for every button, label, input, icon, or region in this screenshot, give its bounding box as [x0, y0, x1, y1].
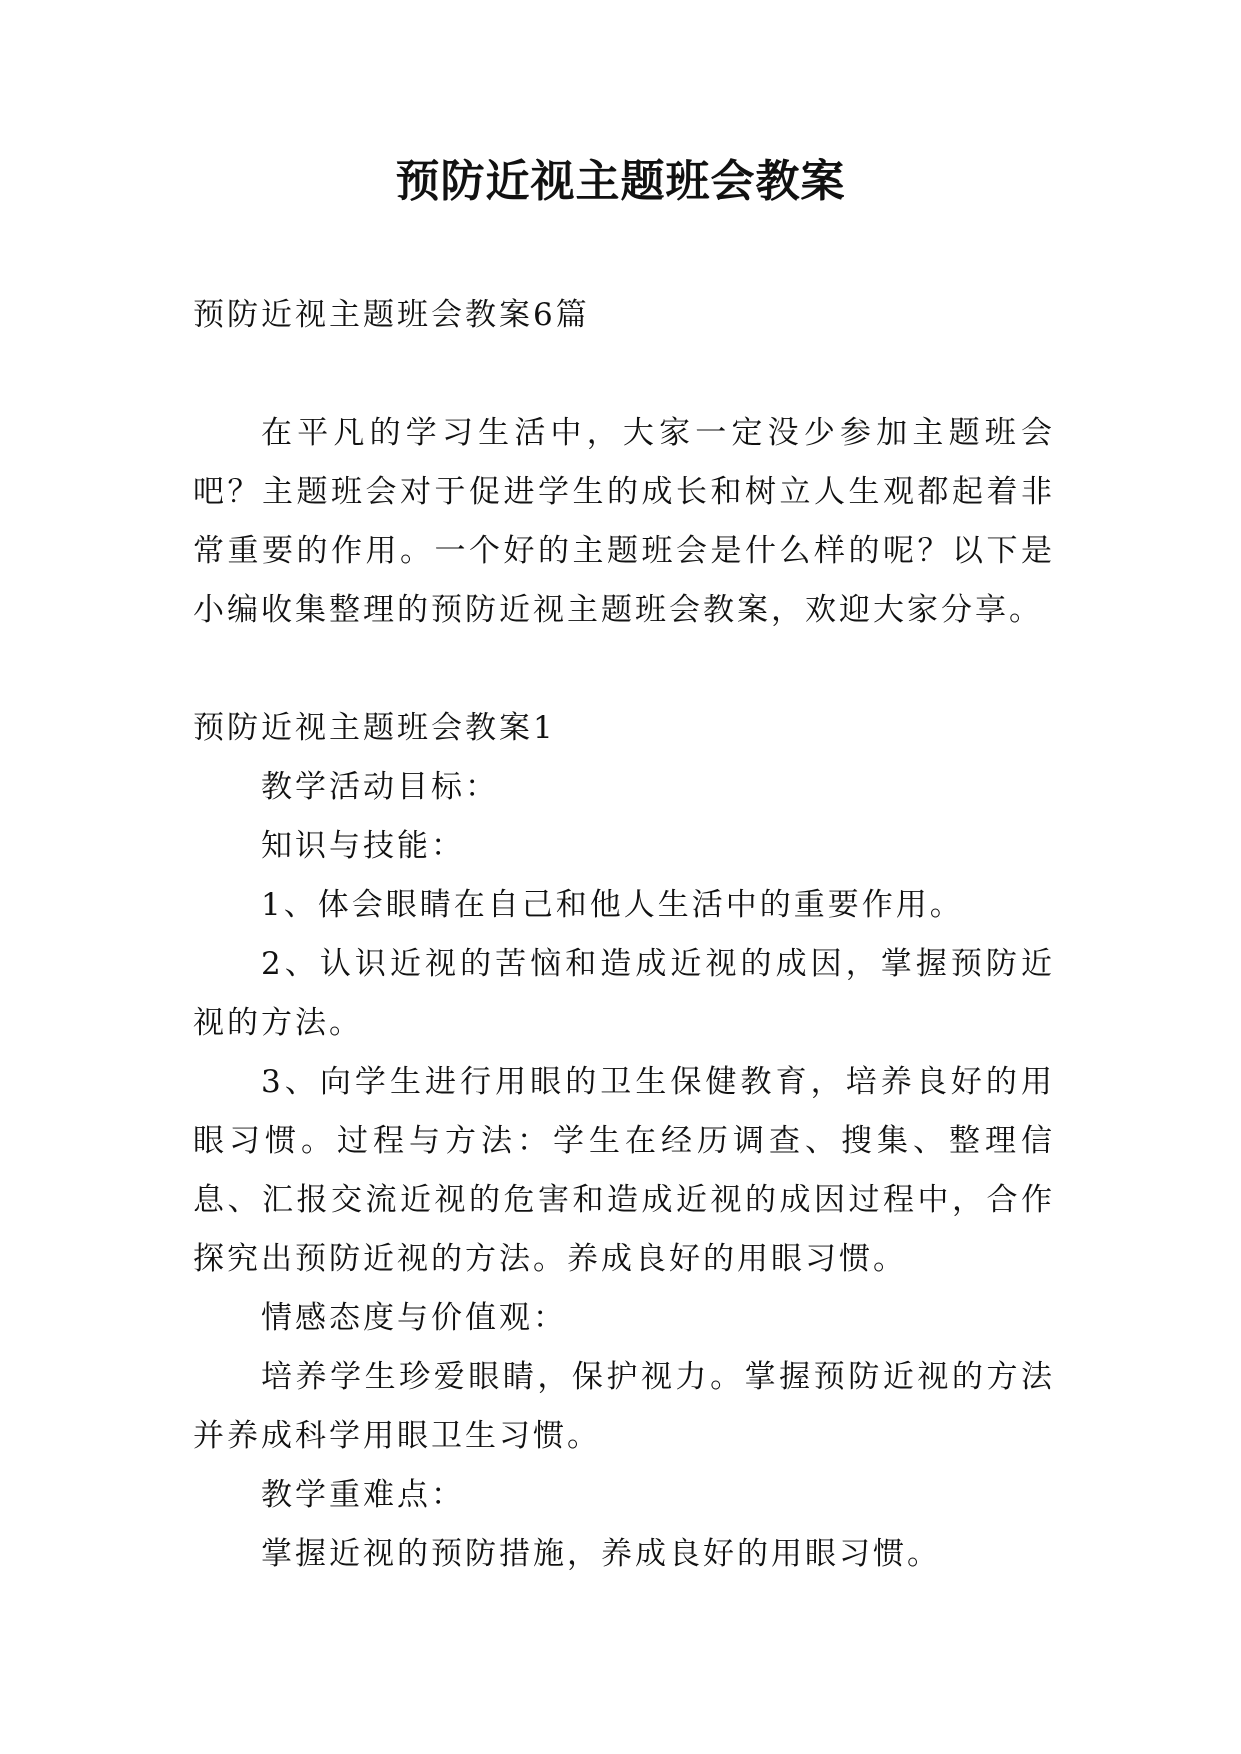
knowledge-heading: 知识与技能： — [261, 828, 465, 864]
intro-paragraph: 在平凡的学习生活中，大家一定没少参加主题班会吧？主题班会对于促进学生的成长和树立人生观都起着非常重要的作用。一个好的主题班会是什么样的呢？以下是小编收集整理的预防近视主题班会教案，欢迎大家分享。 — [193, 415, 1055, 628]
goal-heading: 教学活动目标： — [261, 769, 499, 805]
document-subtitle: 预防近视主题班会教案6篇 — [193, 297, 590, 333]
goal-item-2: 2、认识近视的苦恼和造成近视的成因，掌握预防近视的方法。 — [193, 946, 1055, 1041]
emotion-heading: 情感态度与价值观： — [261, 1300, 567, 1336]
document-title: 预防近视主题班会教案 — [395, 156, 846, 207]
goal-item-3: 3、向学生进行用眼的卫生保健教育，培养良好的用眼习惯。过程与方法：学生在经历调查、搜集、整理信息、汇报交流近视的危害和造成近视的成因过程中，合作探究出预防近视的方法。养成良好的用眼习惯。 — [193, 1064, 1055, 1277]
section-heading: 预防近视主题班会教案1 — [193, 710, 556, 746]
emotion-paragraph: 培养学生珍爱眼睛，保护视力。掌握预防近视的方法并养成科学用眼卫生习惯。 — [193, 1359, 1055, 1454]
difficulty-heading: 教学重难点： — [261, 1477, 465, 1513]
difficulty-paragraph: 掌握近视的预防措施，养成良好的用眼习惯。 — [261, 1536, 941, 1572]
goal-item-1: 1、体会眼睛在自己和他人生活中的重要作用。 — [261, 887, 964, 923]
document-body — [193, 286, 1055, 1584]
